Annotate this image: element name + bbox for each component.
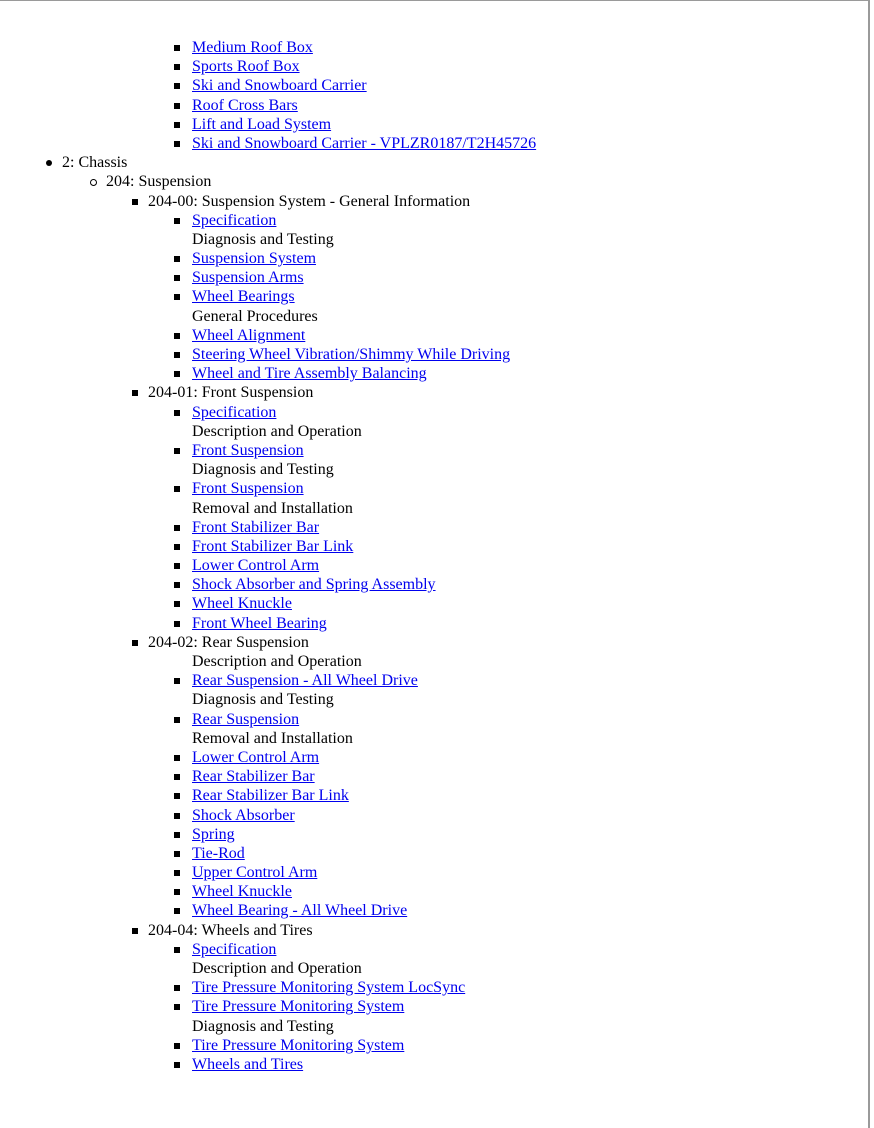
square-bullet-icon [174, 717, 180, 723]
toc-heading: Diagnosis and Testing [192, 461, 334, 479]
toc-heading-item [0, 729, 860, 748]
toc-link[interactable]: Wheel Knuckle [192, 595, 292, 613]
toc-link-item [0, 863, 860, 882]
toc-link-item [0, 786, 860, 805]
toc-link[interactable]: Wheels and Tires [192, 1055, 304, 1073]
toc-link[interactable]: Tire Pressure Monitoring System [192, 998, 405, 1016]
square-bullet-icon [174, 83, 180, 89]
toc-link-item [0, 115, 860, 134]
toc-link[interactable]: Shock Absorber and Spring Assembly [192, 576, 436, 594]
toc-link-item [0, 882, 860, 901]
toc-heading: 204-00: Suspension System - General Information [148, 192, 471, 210]
toc-link-item [0, 997, 860, 1016]
toc-link[interactable]: Front Suspension [192, 480, 304, 498]
toc-heading: 204-04: Wheels and Tires [148, 921, 313, 939]
toc-heading: 204-02: Rear Suspension [148, 633, 309, 651]
toc-link[interactable]: Ski and Snowboard Carrier [192, 77, 367, 95]
square-bullet-icon [132, 390, 138, 396]
toc-heading: 204: Suspension [106, 173, 212, 191]
toc-heading-item [0, 383, 860, 402]
square-bullet-icon [174, 889, 180, 895]
toc-link-item [0, 249, 860, 268]
toc-link[interactable]: Rear Suspension [192, 710, 300, 728]
square-bullet-icon [174, 678, 180, 684]
square-bullet-icon [174, 832, 180, 838]
toc-link[interactable]: Wheel Bearing - All Wheel Drive [192, 902, 408, 920]
square-bullet-icon [174, 793, 180, 799]
toc-link[interactable]: Lower Control Arm [192, 557, 320, 575]
toc-heading-item [0, 153, 860, 172]
square-bullet-icon [174, 256, 180, 262]
toc-link[interactable]: Wheel Alignment [192, 326, 306, 344]
table-of-contents [0, 38, 860, 1074]
square-bullet-icon [132, 199, 138, 205]
toc-link-item [0, 614, 860, 633]
disc-bullet-icon [46, 160, 52, 166]
toc-link-item [0, 806, 860, 825]
toc-link-item [0, 441, 860, 460]
toc-link-item [0, 211, 860, 230]
toc-link-item [0, 767, 860, 786]
toc-link-item [0, 575, 860, 594]
square-bullet-icon [174, 947, 180, 953]
toc-link[interactable]: Rear Stabilizer Bar [192, 768, 315, 786]
square-bullet-icon [174, 544, 180, 550]
toc-heading: Diagnosis and Testing [192, 691, 334, 709]
toc-link[interactable]: Upper Control Arm [192, 864, 318, 882]
toc-link[interactable]: Front Suspension [192, 441, 304, 459]
toc-link-item [0, 57, 860, 76]
square-bullet-icon [174, 141, 180, 147]
toc-link-item [0, 671, 860, 690]
toc-heading: 2: Chassis [62, 154, 128, 172]
toc-link[interactable]: Wheel Knuckle [192, 883, 292, 901]
toc-heading-item [0, 652, 860, 671]
square-bullet-icon [174, 813, 180, 819]
toc-link-item [0, 479, 860, 498]
toc-heading: Removal and Installation [192, 499, 353, 517]
toc-link[interactable]: Lower Control Arm [192, 748, 320, 766]
toc-link[interactable]: Steering Wheel Vibration/Shimmy While Driving [192, 346, 511, 363]
square-bullet-icon [174, 64, 180, 70]
toc-link[interactable]: Front Stabilizer Bar [192, 518, 320, 536]
square-bullet-icon [174, 1004, 180, 1010]
toc-link-item [0, 537, 860, 556]
toc-link[interactable]: Suspension System [192, 250, 317, 268]
toc-link[interactable]: Lift and Load System [192, 115, 332, 133]
toc-link-item [0, 134, 860, 153]
toc-link[interactable]: Shock Absorber [192, 806, 295, 824]
toc-link-item [0, 96, 860, 115]
toc-link-item [0, 1036, 860, 1055]
toc-link-item [0, 518, 860, 537]
square-bullet-icon [174, 45, 180, 51]
square-bullet-icon [174, 525, 180, 531]
toc-link[interactable]: Suspension Arms [192, 269, 304, 287]
square-bullet-icon [174, 621, 180, 627]
toc-link-item [0, 940, 860, 959]
toc-link[interactable]: Tire Pressure Monitoring System [192, 1036, 405, 1054]
toc-link-item [0, 556, 860, 575]
toc-link-item [0, 1055, 860, 1074]
toc-link-item [0, 364, 860, 383]
toc-heading-item [0, 192, 860, 211]
square-bullet-icon [174, 294, 180, 300]
toc-heading-item [0, 633, 860, 652]
toc-heading: Removal and Installation [192, 729, 353, 747]
toc-heading-item [0, 422, 860, 441]
toc-link[interactable]: Tie-Rod [192, 844, 245, 862]
toc-heading-item [0, 307, 860, 326]
toc-heading-item [0, 499, 860, 518]
square-bullet-icon [174, 218, 180, 224]
toc-link-item [0, 287, 860, 306]
toc-link[interactable]: Wheel and Tire Assembly Balancing [192, 365, 427, 383]
square-bullet-icon [174, 601, 180, 607]
toc-heading: Description and Operation [192, 960, 362, 977]
toc-link[interactable]: Roof Cross Bars [192, 96, 298, 114]
toc-link[interactable]: Front Stabilizer Bar Link [192, 537, 354, 555]
square-bullet-icon [174, 755, 180, 761]
toc-link[interactable]: Front Wheel Bearing [192, 614, 327, 632]
toc-link-item [0, 326, 860, 345]
circle-bullet-icon [90, 179, 97, 186]
square-bullet-icon [174, 908, 180, 914]
toc-link[interactable]: Wheel Bearings [192, 288, 295, 306]
square-bullet-icon [174, 275, 180, 281]
toc-link-item [0, 825, 860, 844]
toc-heading: General Procedures [192, 307, 318, 325]
toc-link[interactable]: Rear Stabilizer Bar Link [192, 787, 349, 805]
toc-link-item [0, 901, 860, 920]
toc-link[interactable]: Specification [192, 940, 277, 958]
square-bullet-icon [174, 486, 180, 492]
square-bullet-icon [174, 985, 180, 991]
toc-heading-item [0, 172, 860, 191]
toc-heading-item [0, 230, 860, 249]
toc-heading-item [0, 1017, 860, 1036]
square-bullet-icon [174, 774, 180, 780]
toc-link[interactable]: Sports Roof Box [192, 58, 300, 76]
square-bullet-icon [174, 582, 180, 588]
square-bullet-icon [174, 851, 180, 857]
toc-link-item [0, 748, 860, 767]
toc-heading: 204-01: Front Suspension [148, 384, 314, 402]
toc-heading: Diagnosis and Testing [192, 1017, 334, 1035]
square-bullet-icon [132, 928, 138, 934]
toc-link[interactable]: Rear Suspension - All Wheel Drive [192, 672, 418, 690]
toc-link-item [0, 268, 860, 287]
square-bullet-icon [174, 1043, 180, 1049]
toc-link[interactable]: Specification [192, 211, 277, 229]
square-bullet-icon [174, 352, 180, 358]
square-bullet-icon [132, 640, 138, 646]
toc-link-item [0, 978, 860, 997]
toc-heading: Description and Operation [192, 422, 362, 440]
square-bullet-icon [174, 448, 180, 454]
toc-link-item [0, 403, 860, 422]
square-bullet-icon [174, 103, 180, 109]
square-bullet-icon [174, 1062, 180, 1068]
square-bullet-icon [174, 122, 180, 128]
toc-link-item [0, 38, 860, 57]
toc-link-item [0, 710, 860, 729]
toc-heading-item [0, 690, 860, 709]
toc-link-item [0, 76, 860, 95]
toc-link[interactable]: Spring [192, 825, 235, 843]
toc-heading-item [0, 460, 860, 479]
toc-heading: Diagnosis and Testing [192, 230, 334, 248]
toc-link-item [0, 594, 860, 613]
toc-heading-item [0, 959, 860, 978]
square-bullet-icon [174, 410, 180, 416]
square-bullet-icon [174, 870, 180, 876]
toc-heading-item [0, 921, 860, 940]
square-bullet-icon [174, 371, 180, 377]
square-bullet-icon [174, 333, 180, 339]
toc-heading: Description and Operation [192, 653, 362, 670]
toc-link-item [0, 844, 860, 863]
toc-link[interactable]: Specification [192, 403, 277, 421]
toc-link[interactable]: Tire Pressure Monitoring System LocSync [192, 979, 466, 997]
square-bullet-icon [174, 563, 180, 569]
toc-link-item [0, 345, 860, 364]
toc-link[interactable]: Medium Roof Box [192, 39, 313, 56]
toc-link[interactable]: Ski and Snowboard Carrier - VPLZR0187/T2H45726 [192, 134, 537, 152]
